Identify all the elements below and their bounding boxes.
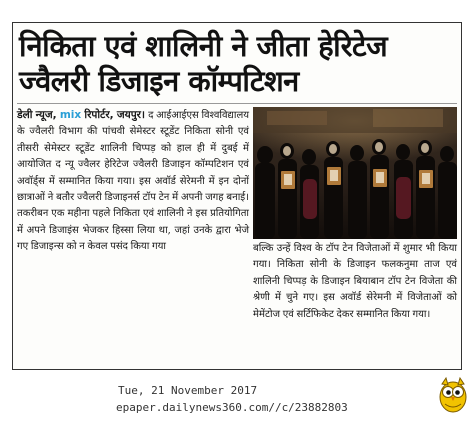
headline-line-2: ज्वैलरी डिजाइन कॉम्पटिशन [19,64,299,98]
article-column-left [17,107,249,256]
headline-line-1: निकिता एवं शालिनी ने जीता हेरिटेज [19,29,388,63]
byline [17,109,148,121]
epaper-url: epaper.dailynews360.com//c/23882803 [116,401,348,414]
photo-illustration [253,107,457,239]
publication-date: Tue, 21 November 2017 [118,384,258,397]
byline-prefix: डेली न्यूज, [17,109,57,121]
article-body-right: बल्कि उन्हें विश्व के टॉप टेन विजेताओं में शुमार भी किया गया। निकिता सोनी के डिजाइन फलकनुमा ताज एवं शालिनी चिप्पड़ के डिजाइन बियाबान टॉप टेन विजेता की श्रेणी में चुने गए। इस अवॉर्ड सेरेमनी में विजेताओं को मेमेंटोज एवं सर्टिफिकेट देकर सम्मानित किया गया। [253,243,457,320]
award-ceremony-photo [253,107,457,239]
article-headline [19,29,455,99]
byline-suffix: रिपोर्टर, जयपुर। [84,109,145,121]
article-column-right [253,241,457,323]
byline-brand: mix [59,109,82,121]
owl-icon [438,376,468,414]
headline-divider [17,103,457,104]
article-body-left: द आईआईएस विश्वविद्यालय के ज्वैलरी विभाग की पांचवी सेमेस्टर स्टूडेंट निकिता सोनी एवं तीसरी सेमेस्टर स्टूडेंट शालिनी चिप्पड़ को हाल ही में दुबई में आयोजित द न्यू ज्वैलर हेरिटेज ज्वैलरी डिजाइन कॉम्पटिशन एवं अवॉर्ड्स में सम्मानित किया गया। इस अवॉर्ड सेरेमनी में इन दोनों छात्राओं ने बतौर ज्वैलरी डिजाइनर्स टॉप टेन में अपनी जगह बनाई। तकरीबन एक महीना पहले निकिता एवं शालिनी ने इस प्रतियोगिता में अपने डिजाइंस भेजकर हिस्सा लिया था, जहां उनके द्वारा भेजे गए डिजाइन्स को न केवल पसंद किया गया [17,110,250,253]
newspaper-clipping [12,22,462,370]
